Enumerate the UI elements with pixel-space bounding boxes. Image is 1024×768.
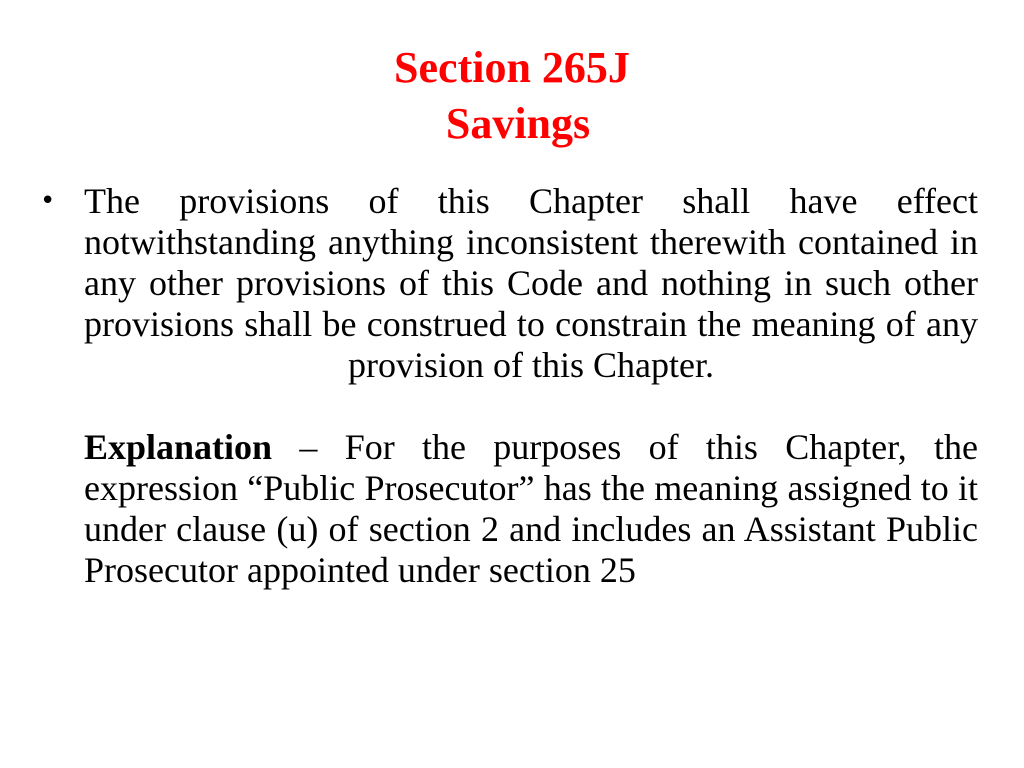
slide-title bbox=[0, 40, 1024, 152]
explanation-paragraph bbox=[84, 427, 978, 591]
explanation-text: – For the purposes of this Chapter, the expression “Public Prosecutor” has the meaning assigned to it under clause (u) of section 2 and includes an Assistant Public Prosecutor appointed under section 25 bbox=[84, 427, 978, 590]
bullet-icon: • bbox=[40, 186, 56, 216]
paragraph-spacer bbox=[84, 386, 978, 427]
section-subheading: Savings bbox=[445, 99, 591, 148]
explanation-term: Explanation bbox=[84, 427, 273, 467]
provision-paragraph: The provisions of this Chapter shall have effect notwithstanding anything inconsistent therewith contained in any other provisions of this Code and nothing in such other provisions shall be construed to constrain the meaning of any provision of this Chapter. bbox=[84, 181, 978, 385]
bullet-content bbox=[40, 181, 978, 591]
section-heading: Section 265J bbox=[394, 43, 630, 92]
